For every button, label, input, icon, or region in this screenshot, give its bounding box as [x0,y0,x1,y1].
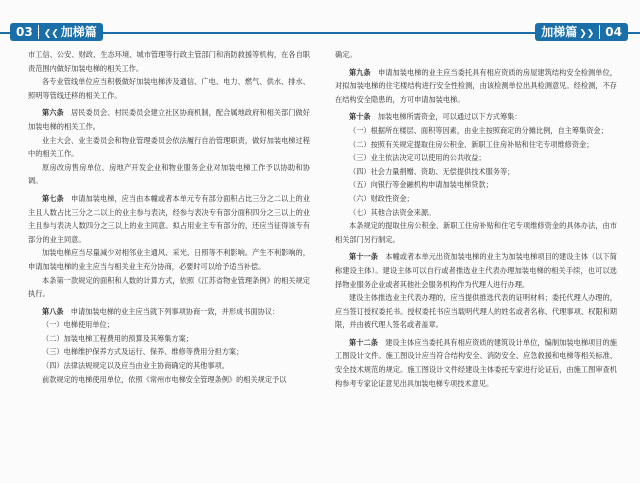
paragraph: 各专业管线单位应当积极做好加装电梯涉及通信、广电、电力、燃气、供水、排水、照明等管线迁移的相关工作。 [28,77,310,100]
paragraph: 建设主体推选业主代表办理的，应当提供推选代表的证明材料；委托代理人办理的，应当签订授权委托书。授权委托书应当载明代理人的姓名或者名称、代理事项、权限和期限，并由被代理人签名或者盖章。 [335,293,617,330]
list-item: （三）业主依法决定可以使用的公共收益； [349,153,486,163]
article-paragraph [335,110,617,124]
list-item: （一）电梯使用单位； [42,320,114,330]
list-item: （二）按照有关规定提取住房公积金、新职工住房补贴和住宅专项维修资金； [349,139,594,149]
left-section-title: 加梯篇 [60,25,97,39]
right-section-title: 加梯篇 [541,25,578,39]
paragraph: 市工信、公安、财政、生态环境、城市管理等行政主管部门和消防救援等机构，在各自职责范围内做好加装电梯的相关工作。 [28,50,310,73]
list-item: （四）社会力量捐赠、资助、无偿提供技术服务等； [349,166,515,176]
article-label: 第九条 [349,67,371,77]
article-paragraph [335,336,617,390]
article-paragraph [335,66,617,107]
list-item: （七）其他合法资金来源。 [349,207,436,217]
article-paragraph [28,106,310,133]
left-page-header [10,23,103,41]
left-column-text [28,48,310,386]
paragraph: 业主大会、业主委员会和物业管理委员会依法履行自治管理职责，做好加装电梯过程中的相关工作。 [28,135,310,159]
article-text: 居民委员会、村民委员会建立社区协商机制，配合属地政府和相关部门做好加装电梯的相关工作。 [28,108,310,131]
right-column-text [335,48,617,390]
article-label: 第八条 [42,306,64,316]
article-text: 建设主体应当委托具有相应资质的建筑设计单位，编制加装电梯项目的施工图设计文件。施工图设计应当符合结构安全、消防安全、应急救援和电梯等相关标准、安全技术规范的规定。施工图设计文件经建设主体委托专家进行论证后，由施工图审查机构参考专家论证意见出具加装电梯专项技术意见。 [335,337,617,388]
article-text: 申请加装电梯的业主应当委托具有相应资质的房屋建筑结构安全检测单位，对拟加装电梯的住宅楼结构进行安全性检测，由该检测单位出具检测意见。经检测，不存在结构安全隐患的，方可申请加装电梯。 [335,67,617,104]
list-item: （三）电梯维护保养方式及运行、保养、维修等费用分担方案； [42,347,244,357]
double-chevron-icon: ❯❯ [579,29,595,39]
article-text: 申请加装电梯，应当由本幢或者本单元专有部分面积占比三分之二以上的业主且人数占比三分之二以上的业主参与表决，经参与表决专有部分面积四分之三以上的业主且参与表决人数四分之三以上的业主同意。拟占用业主专有部分的，还应当征得该专有部分的业主同意。 [28,193,310,244]
paragraph: 本条规定的提取住房公积金、新职工住房补贴和住宅专项维修资金的具体办法，由市相关部门另行制定。 [335,221,617,244]
article-label: 第十条 [349,112,371,122]
article-paragraph [28,305,310,319]
list-item: （二）加装电梯工程费用的预算及其筹集方案； [42,333,193,343]
right-page-number: 04 [599,25,622,39]
article-label: 第十二条 [349,337,378,347]
article-text: 本幢或者本单元出资加装电梯的业主为加装电梯项目的建设主体（以下简称建设主体）。建设主体可以自行或者推选业主代表办理加装电梯的相关手续，也可以选择物业服务企业或者其他社会服务机构作为代理人进行办理。 [335,252,617,289]
double-chevron-icon: ❮❮ [43,29,59,39]
article-paragraph [335,250,617,291]
right-page-header [535,23,628,41]
list-item: （四）法律法规规定以及应当由业主协商确定的其他事项。 [42,361,229,371]
list-item: （一）根据所在楼层、面积等因素，由业主按照商定的分摊比例，自主筹集资金； [349,125,608,135]
article-label: 第六条 [42,108,64,118]
list-item: （五）向银行等金融机构申请加装电梯贷款； [349,180,493,190]
paragraph: 确定。 [335,50,357,59]
paragraph: 本条第一款规定的面积和人数的计算方式，依照《江苏省物业管理条例》的相关规定执行。 [28,275,310,299]
paragraph: 原房改房售房单位、房地产开发企业和物业服务企业对加装电梯工作予以协助和协调。 [28,162,310,186]
list-item: （六）财政性资金； [349,193,414,203]
article-label: 第七条 [42,193,64,203]
paragraph: 加装电梯应当尽量减少对相邻业主通风、采光、日照等不利影响。产生不利影响的，申请加装电梯的业主应当与相关业主充分协商，必要时可以给予适当补偿。 [28,248,310,271]
article-text: 加装电梯所需资金，可以通过以下方式筹集： [377,112,522,122]
article-paragraph [28,192,310,246]
article-text: 申请加装电梯的业主应当就下列事项协商一致，并形成书面协议： [70,306,280,316]
left-page-number: 03 [16,25,39,39]
paragraph: 前款规定的电梯使用单位，依照《常州市电梯安全管理条例》的相关规定予以 [42,374,287,384]
article-label: 第十一条 [349,252,378,262]
